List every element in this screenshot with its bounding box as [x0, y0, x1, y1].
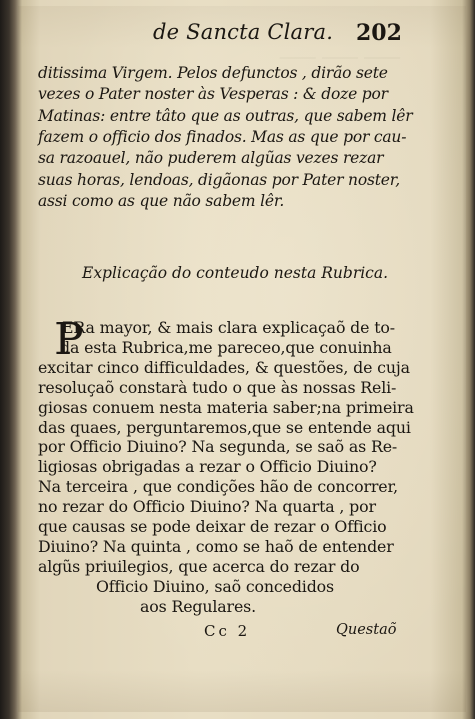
- italic-line: Matinas: entre tâto que as outras, que sabem lêr: [38, 106, 413, 125]
- body-line: Diuino? Na quinta , como se haõ de entender: [38, 536, 394, 556]
- body-line: no rezar do Officio Diuino? Na quarta , por: [38, 497, 376, 517]
- body-line: excitar cinco difficuldades, & questões, de cuja: [38, 357, 410, 377]
- italic-line: assi como as que não sabem lêr.: [38, 191, 285, 210]
- page-number: 202: [356, 20, 402, 46]
- body-line: algũs priuilegios, que acerca do rezar do: [38, 556, 360, 576]
- printer-signature: Cc 2: [204, 622, 251, 640]
- body-line: que causas se pode deixar de rezar o Officio: [38, 517, 387, 536]
- paper-leaf: [18, 6, 466, 712]
- italic-line: suas horas, lendoas, digãonas por Pater noster,: [38, 170, 400, 189]
- bleed-through-text: ⸻ ⸻ ⸻: [278, 48, 400, 66]
- body-line: ERa mayor, & mais clara explicaçaõ de to-: [62, 318, 395, 337]
- running-title: de Sancta Clara.: [153, 20, 334, 44]
- body-line: por Officio Diuino? Na segunda, se saõ as Re-: [38, 437, 398, 457]
- body-line: Na terceira , que condições hão de concorrer,: [38, 477, 399, 497]
- drop-cap: P: [54, 314, 84, 365]
- body-line: ligiosas obrigadas a rezar o Officio Diuino?: [38, 457, 377, 477]
- body-line: aos Regulares.: [140, 596, 256, 616]
- italic-line: fazem o officio dos finados. Mas as que por cau-: [38, 127, 407, 146]
- italic-line: vezes o Pater noster às Vesperas : & doze por: [38, 85, 388, 104]
- body-line: Officio Diuino, saõ concedidos: [96, 576, 334, 596]
- section-heading: Explicação do conteudo nesta Rubrica.: [82, 264, 389, 282]
- body-line: da esta Rubrica,me pareceo,que conuinha: [60, 337, 392, 357]
- body-line: das quaes, perguntaremos,que se entende aqui: [38, 417, 411, 437]
- body-line: giosas conuem nesta materia saber;na primeira: [38, 397, 414, 417]
- italic-line: ditissima Virgem. Pelos defunctos , dirão sete: [38, 64, 388, 82]
- body-line: resoluçaõ constarà tudo o que às nossas Reli-: [38, 377, 397, 397]
- catchword: Questaõ: [336, 622, 397, 638]
- italic-line: sa razoauel, não puderem algũas vezes rezar: [38, 149, 384, 168]
